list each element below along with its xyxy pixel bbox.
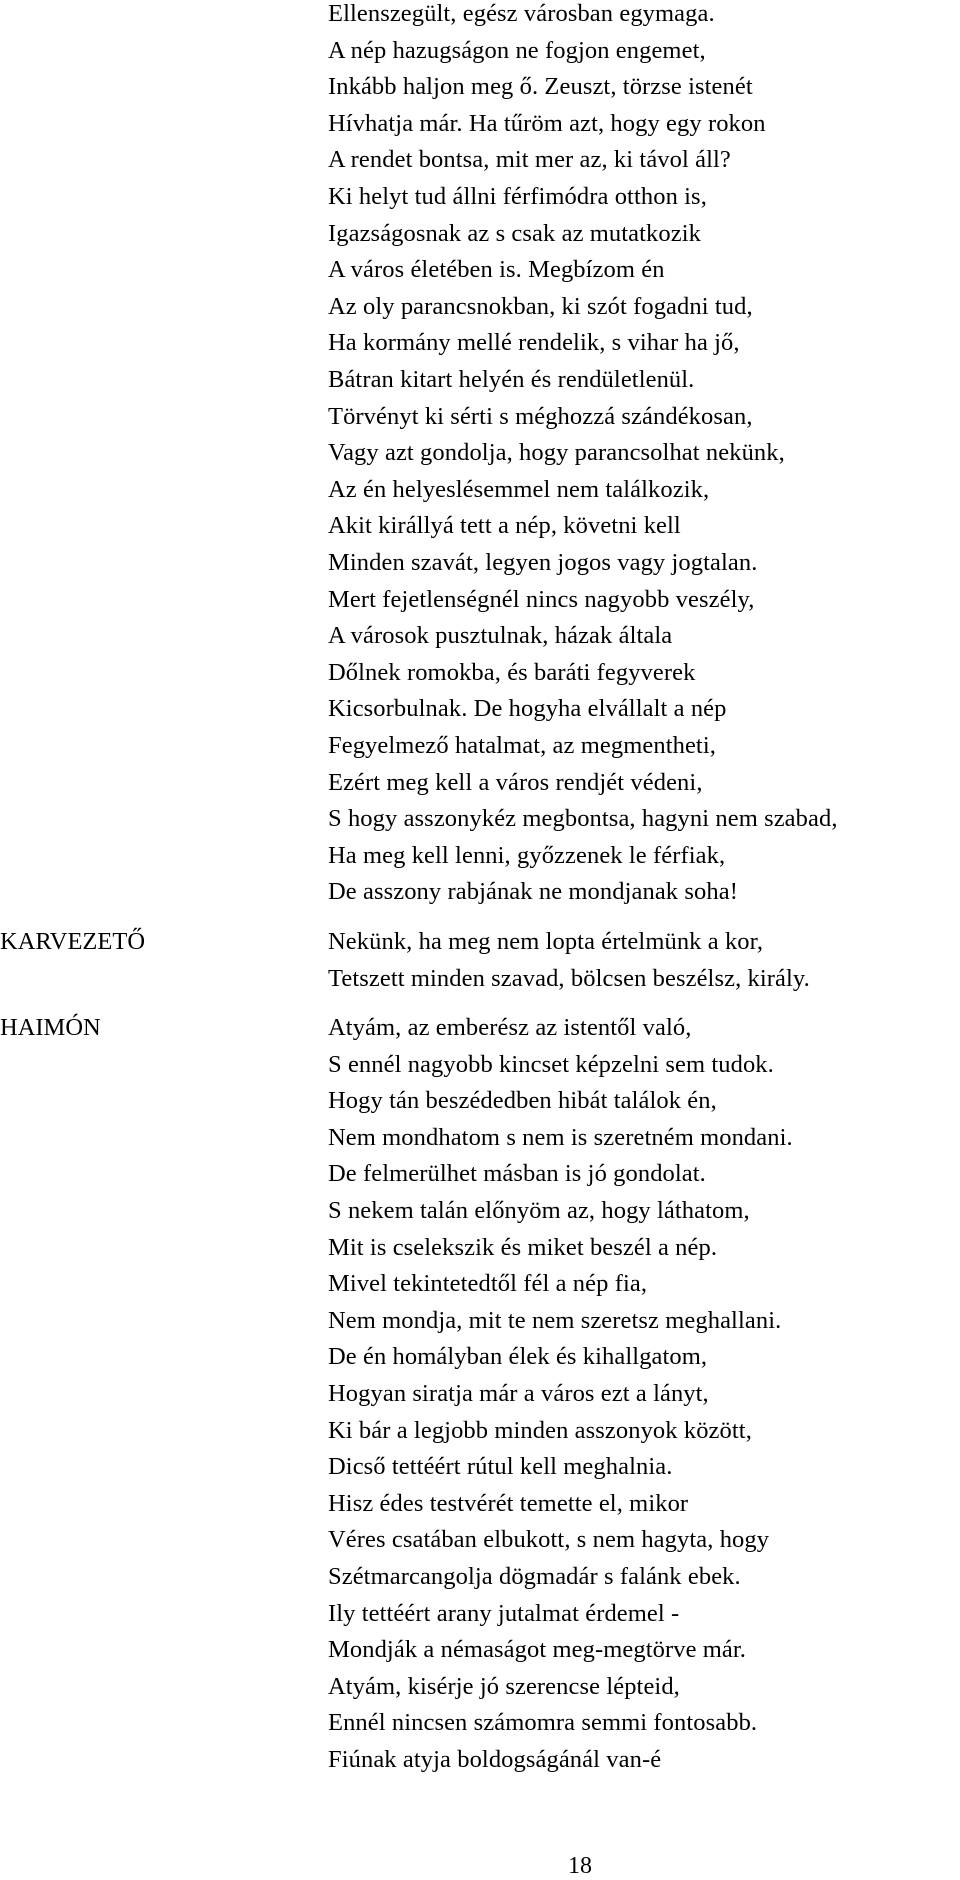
speaker-name: HAIMÓN <box>0 1014 101 1041</box>
verse-line: Mondják a némaságot meg-megtörve már. <box>328 1636 747 1664</box>
verse-line: Nekünk, ha meg nem lopta értelmünk a kor, <box>328 928 764 955</box>
verse-line: Ha kormány mellé rendelik, s vihar ha jő, <box>328 329 740 357</box>
verse-line: S hogy asszonykéz megbontsa, hagyni nem szabad, <box>328 805 838 833</box>
verse-line: De felmerülhet másban is jó gondolat. <box>328 1160 706 1188</box>
verse-line: A város életében is. Megbízom én <box>328 256 665 284</box>
verse-line: Vagy azt gondolja, hogy parancsolhat nekünk, <box>328 439 785 467</box>
verse-line: Akit királlyá tett a nép, követni kell <box>328 512 681 540</box>
verse-line: Ki helyt tud állni férfimódra otthon is, <box>328 183 707 210</box>
verse-line: A városok pusztulnak, házak általa <box>328 622 673 650</box>
verse-line: Ennél nincsen számomra semmi fontosabb. <box>328 1709 758 1737</box>
verse-line: Az én helyeslésemmel nem találkozik, <box>328 475 710 503</box>
verse-line: Tetszett minden szavad, bölcsen beszélsz, király. <box>328 964 810 992</box>
verse-line: S nekem talán előnyöm az, hogy láthatom, <box>328 1197 750 1224</box>
verse-line: Inkább haljon meg ő. Zeuszt, törzse istenét <box>328 73 753 101</box>
verse-line: A rendet bontsa, mit mer az, ki távol áll? <box>328 146 731 174</box>
verse-line: Ily tettéért arany jutalmat érdemel - <box>328 1599 680 1627</box>
page-number: 18 <box>568 1853 592 1879</box>
verse-line: Hívhatja már. Ha tűröm azt, hogy egy rokon <box>328 109 766 137</box>
verse-line: De asszony rabjának ne mondjanak soha! <box>328 878 738 906</box>
verse-line: Szétmarcangolja dögmadár s falánk ebek. <box>328 1563 741 1590</box>
verse-line: Fegyelmező hatalmat, az megmentheti, <box>328 732 716 759</box>
verse-line: De én homályban élek és kihallgatom, <box>328 1343 708 1371</box>
verse-line: S ennél nagyobb kincset képzelni sem tudok. <box>328 1050 774 1078</box>
verse-line: Bátran kitart helyén és rendületlenül. <box>328 366 695 393</box>
verse-line: A nép hazugságon ne fogjon engemet, <box>328 36 706 64</box>
verse-line: Kicsorbulnak. De hogyha elvállalt a nép <box>328 695 727 723</box>
verse-line: Nem mondja, mit te nem szeretsz meghallani. <box>328 1306 782 1334</box>
verse-line: Ezért meg kell a város rendjét védeni, <box>328 768 703 796</box>
verse-line: Hogy tán beszédedben hibát találok én, <box>328 1087 717 1115</box>
verse-line: Atyám, az emberész az istentől való, <box>328 1014 692 1041</box>
verse-line: Mivel tekintetedtől fél a nép fia, <box>328 1270 648 1298</box>
speaker-name: KARVEZETŐ <box>0 928 146 955</box>
verse-line: Ellenszegült, egész városban egymaga. <box>328 0 715 27</box>
verse-line: Hisz édes testvérét temette el, mikor <box>328 1489 689 1517</box>
verse-line: Minden szavát, legyen jogos vagy jogtalan. <box>328 549 758 576</box>
verse-line: Dőlnek romokba, és baráti fegyverek <box>328 658 696 686</box>
verse-line: Igazságosnak az s csak az mutatkozik <box>328 219 701 247</box>
verse-line: Fiúnak atyja boldogságánál van-é <box>328 1746 662 1773</box>
verse-line: Törvényt ki sérti s méghozzá szándékosan, <box>328 402 753 430</box>
verse-line: Hogyan siratja már a város ezt a lányt, <box>328 1380 709 1407</box>
verse-line: Ki bár a legjobb minden asszonyok között, <box>328 1416 752 1444</box>
verse-line: Atyám, kisérje jó szerencse lépteid, <box>328 1672 680 1700</box>
verse-line: Dicső tettéért rútul kell meghalnia. <box>328 1453 673 1481</box>
verse-line: Mert fejetlenségnél nincs nagyobb veszély, <box>328 585 755 613</box>
verse-line: Mit is cselekszik és miket beszél a nép. <box>328 1233 718 1261</box>
verse-line: Ha meg kell lenni, győzzenek le férfiak, <box>328 841 726 869</box>
verse-line: Az oly parancsnokban, ki szót fogadni tud, <box>328 292 753 320</box>
verse-line: Nem mondhatom s nem is szeretném mondani. <box>328 1123 793 1151</box>
verse-line: Véres csatában elbukott, s nem hagyta, hogy <box>328 1526 770 1554</box>
